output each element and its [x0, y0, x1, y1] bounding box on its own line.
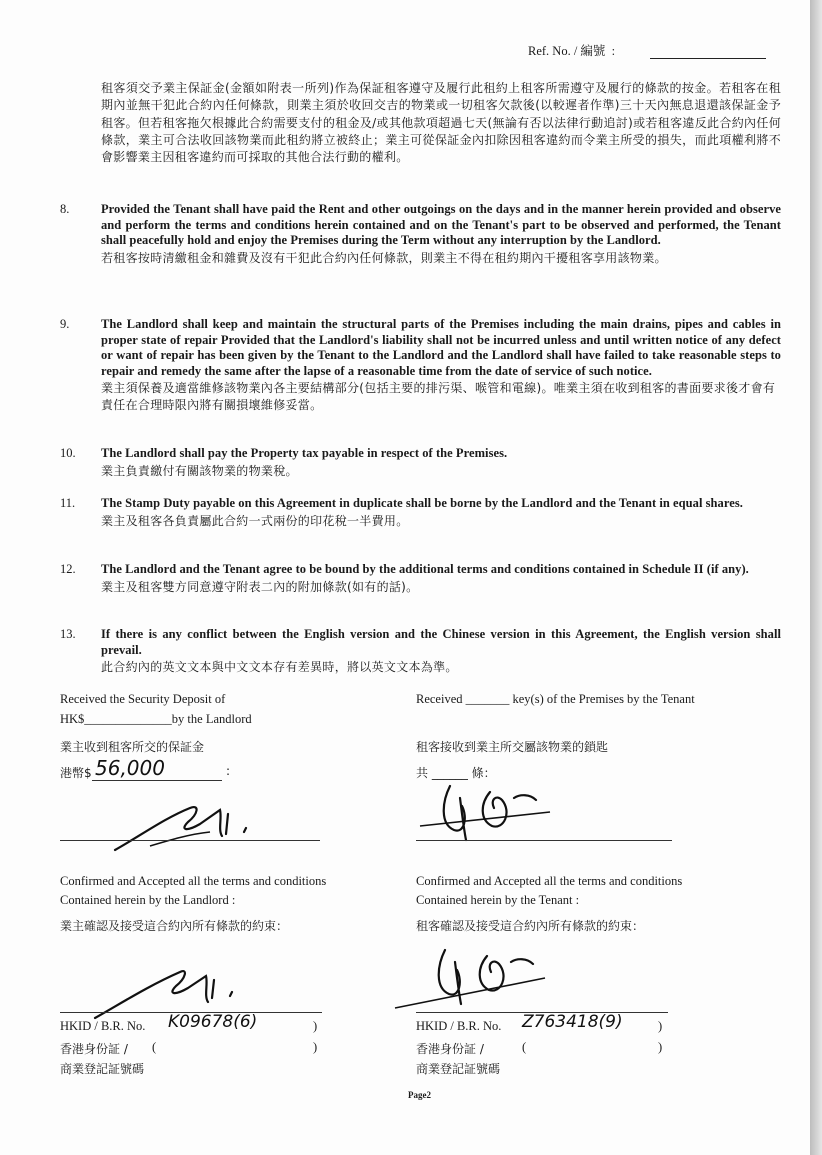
deposit-hk-prefix: 港幣$	[60, 766, 92, 780]
clause-chinese: 業主須保養及適當維修該物業內各主要結構部分(包括主要的排污渠、喉管和電線)。唯業主須在收到租客的書面要求後才會有責任在合理時限內將有關損壞維修妥當。	[101, 381, 776, 412]
tenant-id-label: HKID / B.R. No.	[416, 1019, 502, 1033]
clause-number: 10.	[60, 446, 76, 460]
clause-english: If there is any conflict between the English version and the Chinese version in this Agreement, the English version shall prevail.	[101, 627, 781, 657]
landlord-id-handwritten: K09678(6)	[168, 1012, 258, 1032]
clause-number: 12.	[60, 562, 76, 576]
clause-11	[60, 496, 782, 530]
clause-13	[60, 627, 782, 676]
clause-number: 8.	[60, 202, 70, 216]
landlord-confirm-line-2: Contained herein by the Landlord :	[60, 893, 236, 907]
clause-chinese: 業主負責繳付有關該物業的物業稅。	[101, 463, 298, 478]
page-number: Page2	[408, 1090, 431, 1100]
clause-english: The Landlord shall keep and maintain the structural parts of the Premises including the main drains, pipes and cables in proper state of repair Provided that the Landlord's liability shall not be incurred unless and until written notice of any defect or want of repair has been given by the Tenant to the Landlord and the Landlord shall have failed to take reasonable steps to repair and remedy the same after the lapse of a reasonable time from the date of service of such notice.	[101, 317, 781, 378]
tenant-keys-signature-line	[416, 840, 672, 841]
keys-received-label: Received _______ key(s) of the Premises by the Tenant	[416, 692, 695, 706]
landlord-deposit-signature-line	[60, 840, 320, 841]
landlord-id-close: )	[313, 1019, 318, 1033]
clause-number: 9.	[60, 317, 70, 331]
clause-10	[60, 446, 782, 480]
clause-8	[60, 202, 782, 267]
clause-english: The Landlord shall pay the Property tax payable in respect of the Premises.	[101, 446, 508, 460]
tenant-id-handwritten: Z763418(9)	[522, 1012, 623, 1032]
clause-chinese: 此合約內的英文文本與中文文本存有差異時，將以英文文本為準。	[101, 660, 458, 674]
clause-12	[60, 562, 782, 596]
scan-edge-shadow	[810, 0, 822, 1155]
landlord-confirm-chinese: 業主確認及接受這合約內所有條款的約束：	[60, 919, 289, 933]
landlord-confirm-line-1: Confirmed and Accepted all the terms and conditions	[60, 874, 327, 888]
deposit-received-label: Received the Security Deposit of	[60, 692, 226, 706]
tenant-confirm-line-2: Contained herein by the Tenant :	[416, 893, 580, 907]
clause-number: 11.	[60, 496, 76, 510]
tenant-hkid-chinese: 香港身份証 /	[416, 1042, 484, 1056]
ref-number-blank	[650, 58, 766, 59]
clause-chinese: 業主及租客雙方同意遵守附表二內的附加條款(如有的話)。	[101, 579, 419, 594]
landlord-br-open: (	[152, 1040, 157, 1054]
deposit-clause-chinese: 租客須交予業主保証金(金額如附表一所列)作為保証租客遵守及履行此租約上租客所需遵守及履行的條款的按金。若租客在租期內並無干犯此合約內任何條款，則業主須於收回交吉的物業或一切租客欠款後(以較遲者作準)三十天內無息退還該保証金予租客。但若租客拖欠根據此合約需要支付的租金及/或其他款項超過七天(無論有否以法律行動追討)或若租客違反此合約內任何條款，業主可合法收回該物業而此租約將立被終止；業主可從保証金內扣除因租客違約而令業主所受的損失，而此項權利將不會影響業主因租客違約而可採取的其他合法行動的權利。	[101, 81, 781, 165]
clause-english: The Landlord and the Tenant agree to be bound by the additional terms and conditions contained in Schedule II (if any).	[101, 562, 749, 576]
landlord-br-chinese: 商業登記証號碼	[60, 1062, 145, 1076]
deposit-handwritten-amount: 56,000	[95, 756, 165, 780]
ref-number-label: Ref. No. / 編號 :	[528, 44, 616, 58]
keys-count-chinese: 共 ______ 條：	[416, 766, 496, 780]
clause-chinese: 若租客按時清繳租金和雜費及沒有干犯此合約內任何條款，則業主不得在租約期內干擾租客享用該物業。	[101, 250, 667, 265]
landlord-signature-1	[110, 788, 290, 868]
tenant-br-open: (	[522, 1040, 527, 1054]
clause-english: The Stamp Duty payable on this Agreement in duplicate shall be borne by the Landlord and the Tenant in equal shares.	[101, 496, 743, 510]
tenant-br-close: )	[658, 1040, 663, 1054]
clause-number: 13.	[60, 627, 76, 641]
deposit-received-chinese: 業主收到租客所交的保証金	[60, 740, 205, 754]
tenant-signature-2	[395, 944, 555, 1019]
deposit-amount-blank	[92, 780, 222, 781]
tenant-signature-1	[420, 778, 560, 848]
deposit-amount-line: HK$______________by the Landlord	[60, 712, 252, 726]
tenant-confirm-line-1: Confirmed and Accepted all the terms and conditions	[416, 874, 683, 888]
clause-chinese: 業主及租客各負責屬此合約一式兩份的印花稅一半費用。	[101, 513, 409, 528]
landlord-hkid-chinese: 香港身份証 /	[60, 1042, 128, 1056]
keys-received-chinese: 租客接收到業主所交屬該物業的鎖匙	[416, 740, 609, 754]
clause-9	[60, 317, 782, 414]
tenant-br-chinese: 商業登記証號碼	[416, 1062, 501, 1076]
tenant-id-close: )	[658, 1019, 663, 1033]
tenant-confirm-chinese: 租客確認及接受這合約內所有條款的約束：	[416, 919, 645, 933]
deposit-colon: :	[226, 764, 231, 778]
clause-english: Provided the Tenant shall have paid the Rent and other outgoings on the days and in the manner herein provided and observe and perform the terms and conditions herein contained and on the Tenant's part to be observed and performed, the Tenant shall peacefully hold and enjoy the Premises during the Term without any interruption by the Landlord.	[101, 202, 781, 247]
landlord-br-close: )	[313, 1040, 318, 1054]
landlord-id-label: HKID / B.R. No.	[60, 1019, 146, 1033]
